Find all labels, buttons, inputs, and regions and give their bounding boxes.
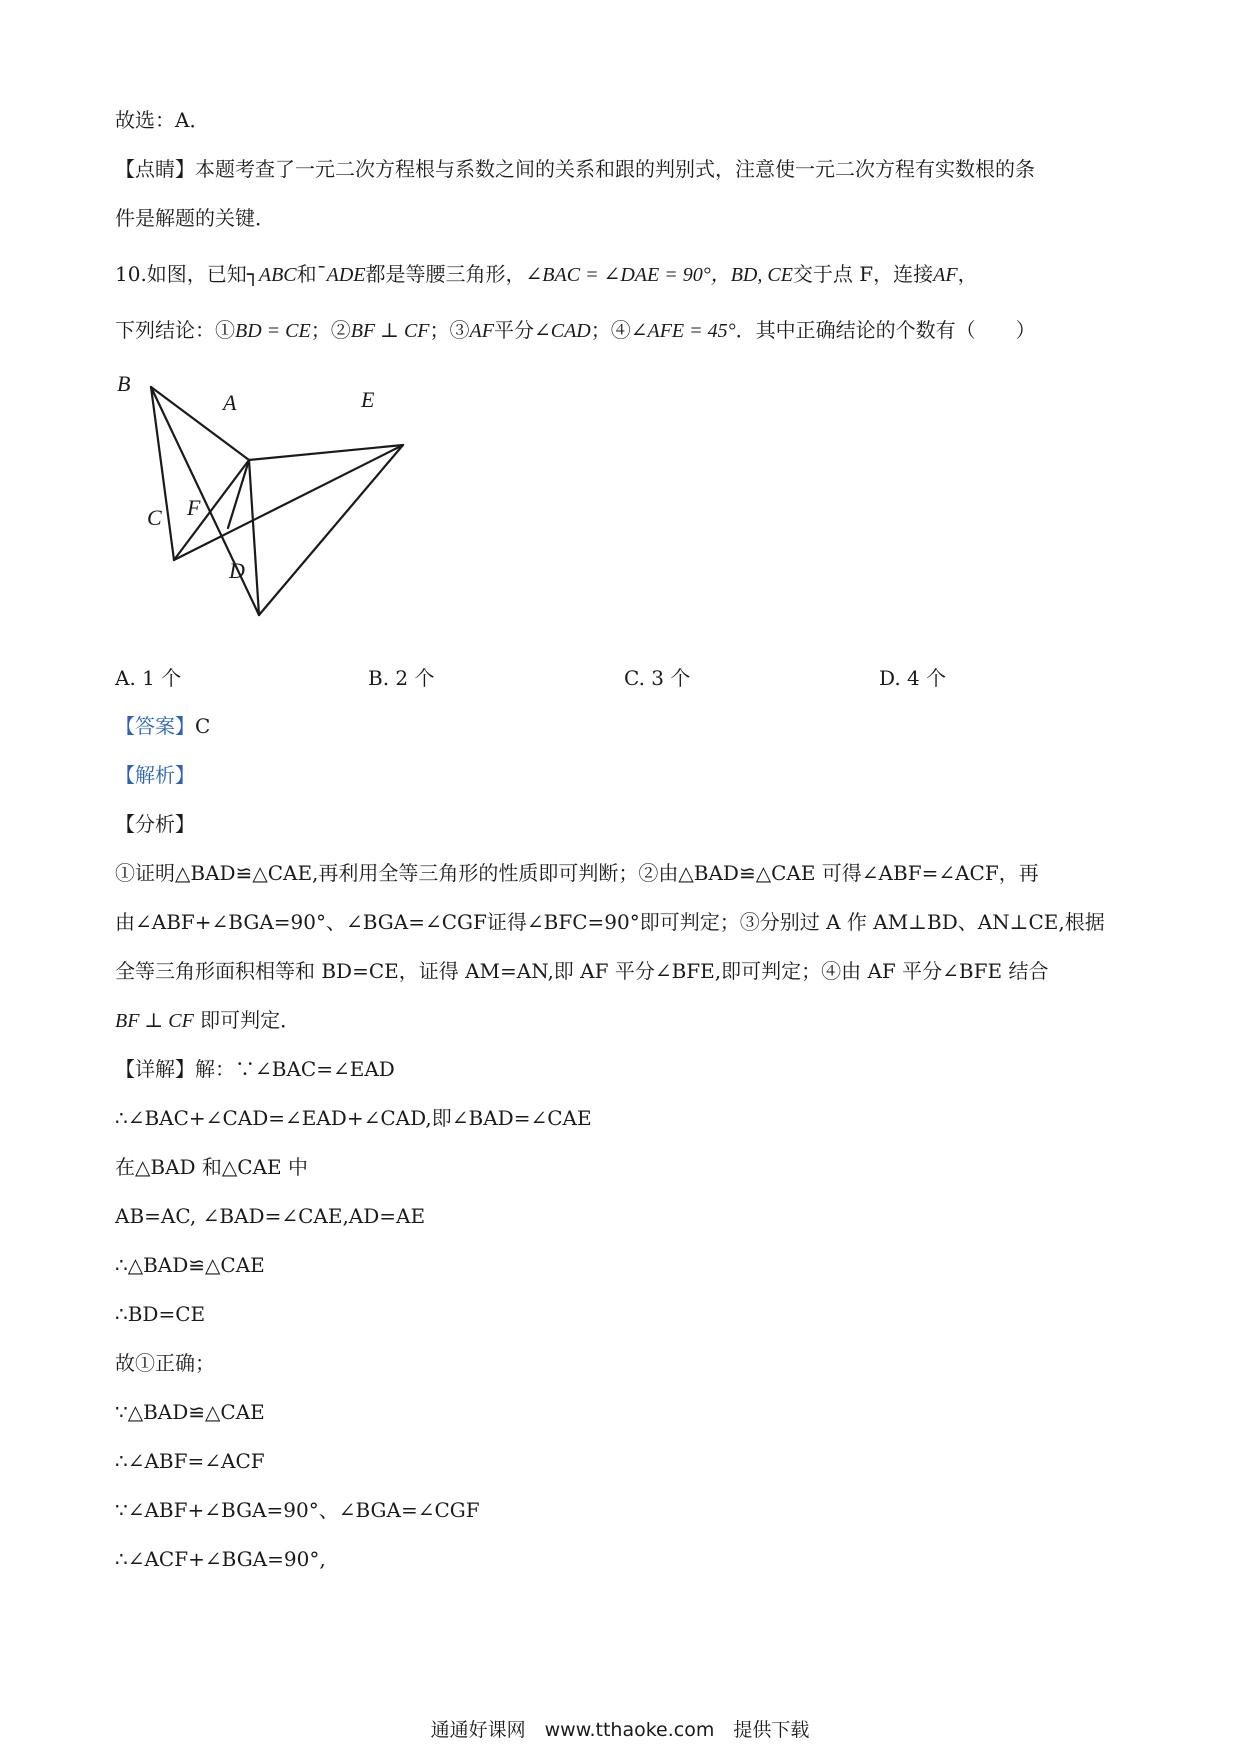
detail-line-1: 【详解】解：∵∠BAC=∠EAD [115, 1057, 395, 1081]
detail-line-4: AB=AC, ∠BAD=∠CAE,AD=AE [115, 1204, 426, 1228]
conclusion-3b: 平分 [493, 318, 534, 342]
fenxi-line-1: ①证明△BAD≌△CAE,再利用全等三角形的性质即可判断；②由△BAD≌△CAE 可得∠ABF=∠ACF，再 [115, 861, 1039, 885]
segment-af [228, 460, 249, 528]
question-conclusions [115, 318, 1036, 343]
detail-line-9: ∴∠ABF=∠ACF [115, 1449, 265, 1473]
conclusions-end: ．其中正确结论的个数有（ ） [735, 318, 1036, 342]
triangle-symbol-2: ¯ [316, 262, 327, 286]
option-d[interactable]: D. 4 个 [879, 666, 947, 690]
line-dianjing-cont: 件是解题的关键． [115, 206, 275, 230]
detail-line-7: 故①正确； [115, 1351, 215, 1375]
detail-line-3: 在△BAD 和△CAE 中 [115, 1155, 308, 1179]
label-f: F [187, 495, 201, 520]
detail-line-8: ∵△BAD≌△CAE [115, 1400, 265, 1424]
page-footer: 通通好课网 www.tthaoke.com 提供下载 [430, 1719, 810, 1741]
conclusion-3a: AF [469, 320, 494, 342]
label-d: D [229, 558, 245, 583]
line-conclusion: 故选：A． [115, 108, 210, 132]
segment-ed [259, 445, 403, 615]
option-c[interactable]: C. 3 个 [624, 666, 691, 690]
detail-line-6: ∴BD=CE [115, 1302, 206, 1326]
segment-ad [249, 460, 259, 615]
conclusion-3c: ∠CAD [533, 320, 591, 342]
angle-equation: ∠BAC = ∠DAE = 90°， [525, 264, 731, 286]
fenxi-tag: 【分析】 [115, 812, 195, 836]
conclusion-1: BD = CE [235, 320, 311, 342]
answer-line [115, 714, 210, 738]
answer-value: C [195, 714, 211, 738]
detail-line-10: ∵∠ABF+∠BGA=90°、∠BGA=∠CGF [115, 1498, 480, 1522]
triangle-abc: ABC [258, 264, 297, 286]
conclusion-2: BF ⊥ CF [350, 320, 430, 342]
conclusions-prefix: 下列结论：① [115, 318, 235, 342]
fenxi-line-3: 全等三角形面积相等和 BD=CE，证得 AM=AN,即 AF 平分∠BFE,即可判定；④由 AF 平分∠BFE 结合 [115, 959, 1049, 983]
segment-ce [174, 445, 403, 560]
label-a: A [223, 390, 237, 415]
segments-bd-ce: BD, CE [730, 264, 793, 286]
option-a[interactable]: A. 1 个 [115, 666, 182, 690]
question-mid: 都是等腰三角形， [365, 262, 526, 286]
conclusion-4: ∠AFE = 45° [630, 320, 736, 342]
analysis-tag: 【解析】 [115, 763, 195, 787]
fenxi-line-4 [115, 1008, 300, 1033]
label-c: C [147, 505, 162, 530]
question-and: 和 [296, 262, 317, 286]
question-prefix: 10.如图，已知 [115, 262, 247, 286]
line-dianjing: 【点睛】本题考查了一元二次方程根与系数之间的关系和跟的判别式，注意使一元二次方程有实数根的条 [115, 157, 1035, 181]
triangle-ade: ADE [326, 264, 366, 286]
geometry-diagram [115, 365, 435, 650]
segment-ac [174, 460, 249, 560]
conclusion-sep-2: ；③ [429, 318, 470, 342]
answer-options [115, 662, 1130, 688]
detail-line-2: ∴∠BAC+∠CAD=∠EAD+∠CAD,即∠BAD=∠CAE [115, 1106, 592, 1130]
segment-af: AF [933, 264, 958, 286]
question-stem [115, 262, 978, 287]
fenxi-math: BF ⊥ CF [115, 1010, 194, 1032]
triangle-symbol: ┐ [246, 262, 259, 286]
question-meet: 交于点 F，连接 [792, 262, 934, 286]
fenxi-text: 即可判定． [200, 1008, 301, 1032]
option-b[interactable]: B. 2 个 [368, 666, 435, 690]
label-b: B [117, 371, 131, 396]
answer-tag: 【答案】 [115, 714, 195, 738]
conclusion-sep-3: ；④ [590, 318, 631, 342]
label-e: E [361, 387, 375, 412]
detail-line-5: ∴△BAD≌△CAE [115, 1253, 265, 1277]
geometry-figure [115, 365, 435, 650]
question-end: ， [957, 262, 978, 286]
detail-line-11: ∴∠ACF+∠BGA=90°, [115, 1547, 326, 1571]
conclusion-sep-1: ；② [310, 318, 351, 342]
fenxi-line-2: 由∠ABF+∠BGA=90°、∠BGA=∠CGF证得∠BFC=90°即可判定；③分别过 A 作 AM⊥BD、AN⊥CE,根据 [115, 910, 1105, 934]
